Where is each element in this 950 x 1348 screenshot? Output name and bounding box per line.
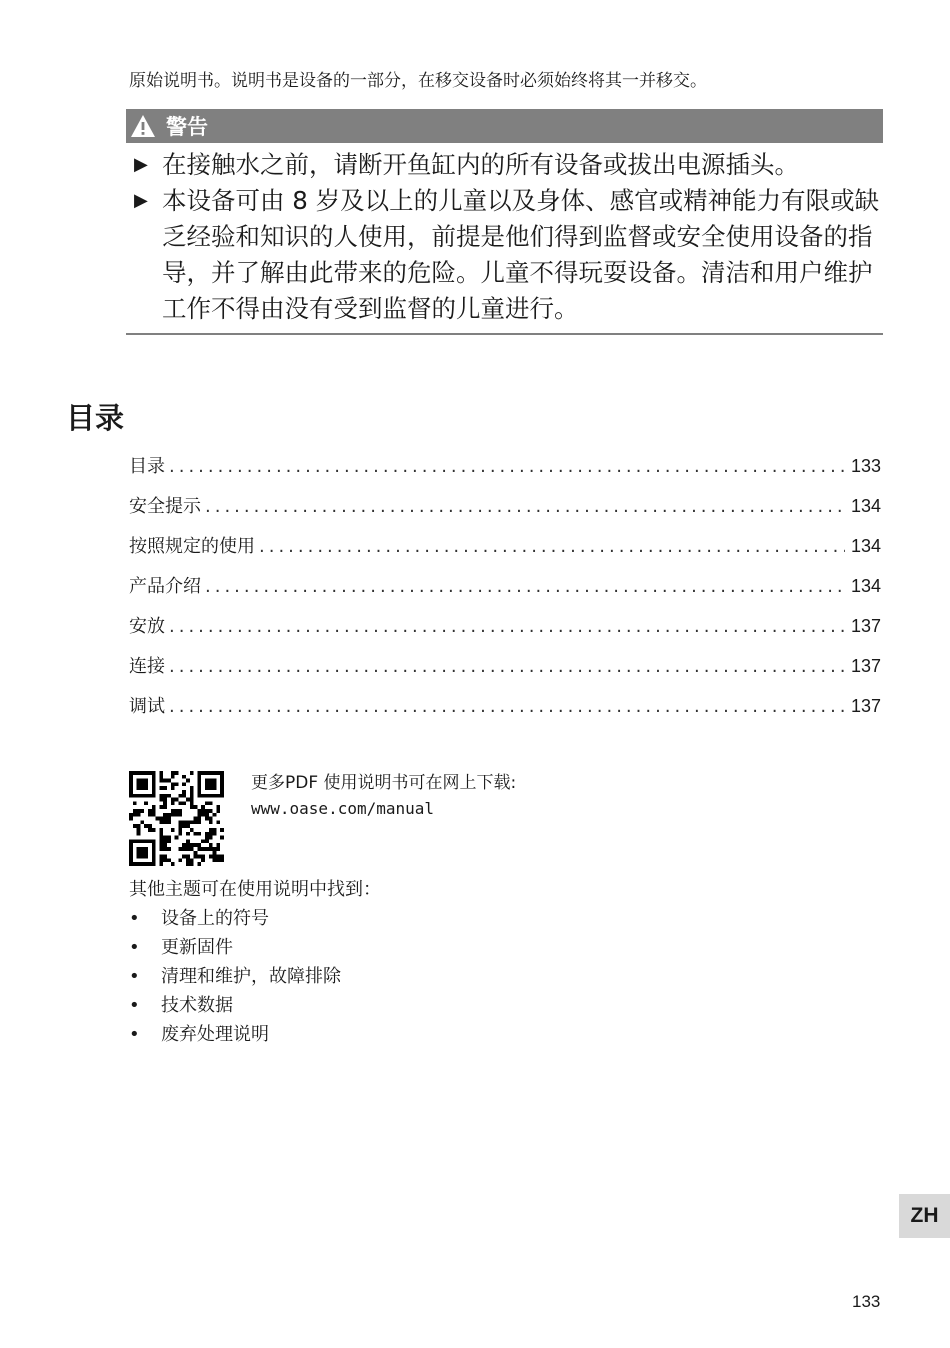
list-item-text: 技术数据 xyxy=(161,995,233,1016)
toc-entry[interactable] xyxy=(129,692,881,732)
bullet-dot-icon: • xyxy=(129,966,140,987)
toc-entry[interactable] xyxy=(129,572,881,612)
list-item-text: 更新固件 xyxy=(161,937,233,958)
bullet-dot-icon: • xyxy=(129,937,140,958)
toc-entry-label: 产品介绍 xyxy=(129,576,201,597)
table-of-contents xyxy=(129,452,881,732)
warning-title: 警告 xyxy=(166,115,208,139)
qr-code-icon[interactable] xyxy=(129,771,224,866)
toc-entry-page: 134 xyxy=(850,576,881,596)
toc-leader-dots xyxy=(205,576,845,597)
toc-entry[interactable] xyxy=(129,452,881,492)
toc-entry-label: 安全提示 xyxy=(129,496,201,517)
toc-entry-label: 目录 xyxy=(129,456,165,477)
list-item xyxy=(129,1020,381,1049)
toc-title: 目录 xyxy=(66,401,125,435)
toc-entry-page: 133 xyxy=(850,456,881,476)
warning-box xyxy=(126,109,883,335)
toc-leader-dots xyxy=(259,536,845,557)
qr-download-info xyxy=(251,770,516,822)
warning-triangle-icon xyxy=(130,114,156,138)
qr-download-text: 更多PDF 使用说明书可在网上下载: xyxy=(251,773,517,793)
bullet-arrow-icon: ▶ xyxy=(134,190,148,211)
other-topics-intro: 其他主题可在使用说明中找到： xyxy=(129,879,381,900)
toc-leader-dots xyxy=(169,616,845,637)
bullet-dot-icon: • xyxy=(129,1024,140,1045)
toc-entry-page: 137 xyxy=(850,696,881,716)
warning-header xyxy=(126,109,883,143)
bullet-dot-icon: • xyxy=(129,995,140,1016)
list-item-text: 清理和维护，故障排除 xyxy=(161,966,341,987)
toc-entry-label: 连接 xyxy=(129,656,165,677)
toc-leader-dots xyxy=(205,496,845,517)
toc-entry-label: 按照规定的使用 xyxy=(129,536,255,557)
toc-entry-page: 137 xyxy=(850,656,881,676)
list-item xyxy=(129,962,381,991)
toc-entry[interactable] xyxy=(129,652,881,692)
toc-entry[interactable] xyxy=(129,492,881,532)
toc-entry-label: 安放 xyxy=(129,616,165,637)
toc-entry-page: 137 xyxy=(850,616,881,636)
toc-leader-dots xyxy=(169,656,845,677)
warning-item xyxy=(126,147,883,183)
toc-entry-page: 134 xyxy=(850,496,881,516)
warning-item-text: 在接触水之前，请断开鱼缸内的所有设备或拔出电源插头。 xyxy=(162,150,799,179)
toc-leader-dots xyxy=(169,456,845,477)
list-item-text: 设备上的符号 xyxy=(161,908,269,929)
list-item xyxy=(129,991,381,1020)
bullet-dot-icon: • xyxy=(129,908,140,929)
toc-entry[interactable] xyxy=(129,612,881,652)
list-item-text: 废弃处理说明 xyxy=(161,1024,269,1045)
page-number: 133 xyxy=(852,1292,881,1311)
other-topics xyxy=(129,876,381,1049)
other-topics-list xyxy=(129,904,381,1049)
intro-text: 原始说明书。说明书是设备的一部分，在移交设备时必须始终将其一并移交。 xyxy=(129,71,707,91)
toc-entry-page: 134 xyxy=(850,536,881,556)
warning-item xyxy=(126,183,883,327)
list-item xyxy=(129,904,381,933)
language-tab: ZH xyxy=(899,1194,950,1238)
list-item xyxy=(129,933,381,962)
toc-entry[interactable] xyxy=(129,532,881,572)
toc-leader-dots xyxy=(169,696,845,717)
manual-url-link[interactable]: www.oase.com/manual xyxy=(251,799,435,818)
toc-entry-label: 调试 xyxy=(129,696,165,717)
warning-list xyxy=(126,143,883,335)
warning-item-text: 本设备可由 8 岁及以上的儿童以及身体、感官或精神能力有限或缺乏经验和知识的人使用，前提是他们得到监督或安全使用设备的指导，并了解由此带来的危险。儿童不得玩耍设备。清洁和用户维护工作不得由没有受到监督的儿童进行。 xyxy=(162,186,880,323)
bullet-arrow-icon: ▶ xyxy=(134,154,148,175)
